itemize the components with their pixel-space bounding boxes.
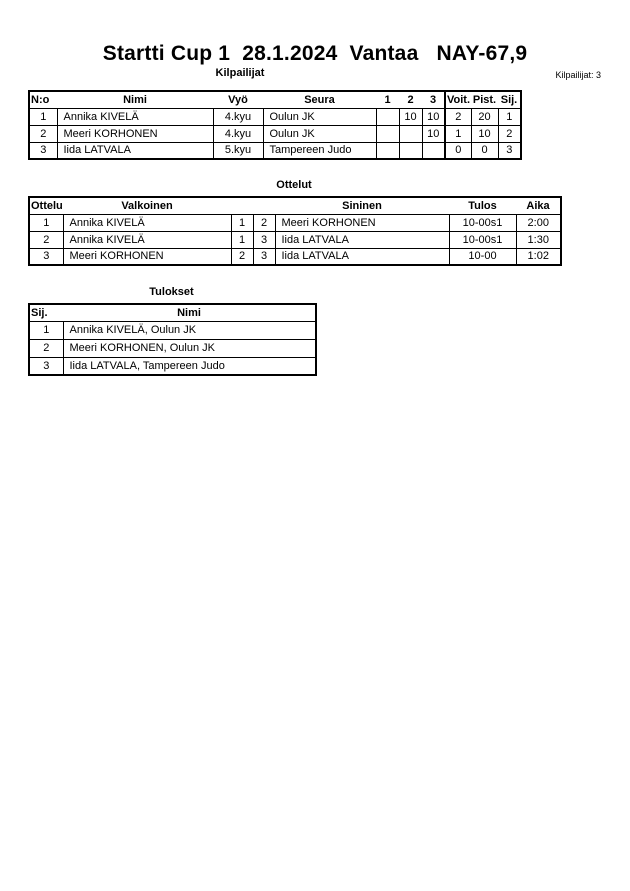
matches-table xyxy=(28,196,562,266)
cell-place: 3 xyxy=(29,357,63,375)
cell-time: 2:00 xyxy=(516,214,561,231)
competitors-heading: Kilpailijat xyxy=(215,67,265,79)
cell-match-no: 1 xyxy=(29,214,63,231)
match-row xyxy=(29,248,561,265)
cell-name: Iida LATVALA, Tampereen Judo xyxy=(63,357,316,375)
competitors-table xyxy=(28,90,522,160)
results-table xyxy=(28,303,317,376)
cell-place: 3 xyxy=(498,142,521,159)
col-header-match-no: Ottelu xyxy=(29,197,63,214)
competitor-row xyxy=(29,142,521,159)
col-header-wins: Voit. xyxy=(445,91,471,108)
cell-r1 xyxy=(376,108,399,125)
cell-r1 xyxy=(376,142,399,159)
cell-white-name: Meeri KORHONEN xyxy=(63,248,231,265)
cell-r2 xyxy=(399,142,422,159)
competitor-count-label: Kilpailijat: 3 xyxy=(555,70,601,80)
match-row xyxy=(29,214,561,231)
results-header-row xyxy=(29,304,316,321)
competitors-header-row xyxy=(29,91,521,108)
cell-match-no: 3 xyxy=(29,248,63,265)
col-header-name: Nimi xyxy=(63,304,316,321)
cell-name: Meeri KORHONEN, Oulun JK xyxy=(63,339,316,357)
cell-r2: 10 xyxy=(399,108,422,125)
col-header-points: Pist. xyxy=(471,91,498,108)
cell-r3: 10 xyxy=(422,125,445,142)
cell-blue-name: Iida LATVALA xyxy=(275,231,449,248)
cell-place: 1 xyxy=(29,321,63,339)
cell-belt: 5.kyu xyxy=(213,142,263,159)
cell-blue-name: Meeri KORHONEN xyxy=(275,214,449,231)
cell-result: 10-00s1 xyxy=(449,231,516,248)
cell-wins: 2 xyxy=(445,108,471,125)
cell-no: 2 xyxy=(29,125,57,142)
col-header-name: Nimi xyxy=(57,91,213,108)
cell-place: 2 xyxy=(29,339,63,357)
cell-result: 10-00s1 xyxy=(449,214,516,231)
results-heading: Tulokset xyxy=(149,286,194,298)
col-header-blue: Sininen xyxy=(275,197,449,214)
matches-heading: Ottelut xyxy=(276,179,312,191)
result-row xyxy=(29,339,316,357)
cell-no: 1 xyxy=(29,108,57,125)
cell-blue-no: 3 xyxy=(253,248,275,265)
cell-white-no: 1 xyxy=(231,231,253,248)
col-header-spacer xyxy=(253,197,275,214)
col-header-r2: 2 xyxy=(399,91,422,108)
cell-r2 xyxy=(399,125,422,142)
col-header-r1: 1 xyxy=(376,91,399,108)
col-header-r3: 3 xyxy=(422,91,445,108)
cell-club: Oulun JK xyxy=(263,108,376,125)
cell-white-name: Annika KIVELÄ xyxy=(63,214,231,231)
cell-belt: 4.kyu xyxy=(213,125,263,142)
cell-place: 1 xyxy=(498,108,521,125)
col-header-result: Tulos xyxy=(449,197,516,214)
col-header-belt: Vyö xyxy=(213,91,263,108)
col-header-place: Sij. xyxy=(29,304,63,321)
col-header-spacer xyxy=(231,197,253,214)
col-header-no: N:o xyxy=(29,91,57,108)
result-row xyxy=(29,357,316,375)
cell-r3 xyxy=(422,142,445,159)
cell-match-no: 2 xyxy=(29,231,63,248)
cell-white-no: 1 xyxy=(231,214,253,231)
cell-club: Tampereen Judo xyxy=(263,142,376,159)
matches-header-row xyxy=(29,197,561,214)
cell-points: 20 xyxy=(471,108,498,125)
col-header-place: Sij. xyxy=(498,91,521,108)
competitor-row xyxy=(29,125,521,142)
cell-belt: 4.kyu xyxy=(213,108,263,125)
cell-wins: 0 xyxy=(445,142,471,159)
cell-place: 2 xyxy=(498,125,521,142)
cell-points: 10 xyxy=(471,125,498,142)
cell-name: Iida LATVALA xyxy=(57,142,213,159)
col-header-club: Seura xyxy=(263,91,376,108)
cell-name: Meeri KORHONEN xyxy=(57,125,213,142)
cell-result: 10-00 xyxy=(449,248,516,265)
cell-name: Annika KIVELÄ xyxy=(57,108,213,125)
match-row xyxy=(29,231,561,248)
cell-blue-no: 2 xyxy=(253,214,275,231)
result-row xyxy=(29,321,316,339)
cell-points: 0 xyxy=(471,142,498,159)
cell-white-no: 2 xyxy=(231,248,253,265)
cell-name: Annika KIVELÄ, Oulun JK xyxy=(63,321,316,339)
cell-r1 xyxy=(376,125,399,142)
page-title: Startti Cup 1 28.1.2024 Vantaa NAY-67,9 xyxy=(102,42,528,65)
cell-blue-no: 3 xyxy=(253,231,275,248)
cell-no: 3 xyxy=(29,142,57,159)
cell-blue-name: Iida LATVALA xyxy=(275,248,449,265)
cell-white-name: Annika KIVELÄ xyxy=(63,231,231,248)
col-header-time: Aika xyxy=(516,197,561,214)
col-header-white: Valkoinen xyxy=(63,197,231,214)
cell-time: 1:30 xyxy=(516,231,561,248)
cell-wins: 1 xyxy=(445,125,471,142)
cell-r3: 10 xyxy=(422,108,445,125)
competitor-row xyxy=(29,108,521,125)
cell-time: 1:02 xyxy=(516,248,561,265)
cell-club: Oulun JK xyxy=(263,125,376,142)
